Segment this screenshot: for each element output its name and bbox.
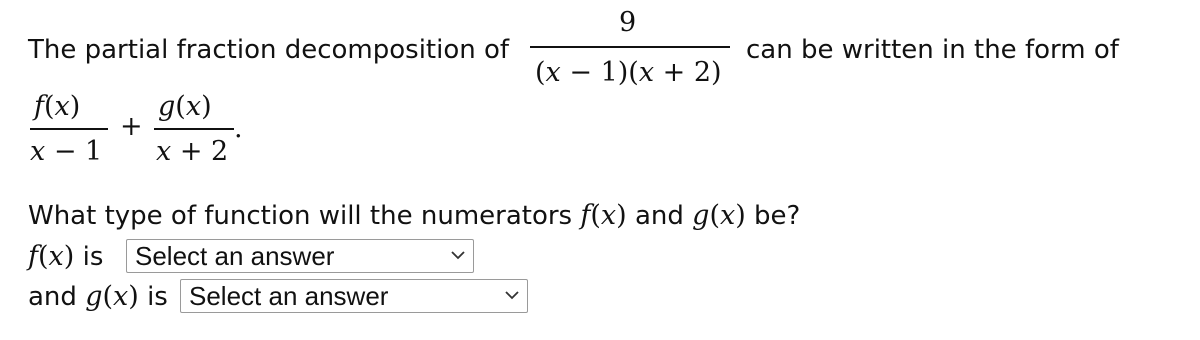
intro-text: The partial fraction decomposition of [28, 35, 510, 65]
prompt-before: What type of function will the numerators [28, 201, 573, 231]
prompt-and: and [634, 201, 684, 231]
f-select-value: Select an answer [135, 241, 335, 271]
term1-bar [30, 128, 108, 130]
period: . [234, 113, 243, 144]
g-answer-label [28, 282, 168, 312]
main-fraction-numerator: 9 [619, 7, 637, 38]
g-of-x: g(x) [692, 200, 746, 231]
term2-numerator: g(x) [158, 91, 212, 122]
g-of-x-label: g(x) [85, 281, 139, 312]
prompt-line [28, 201, 800, 231]
chevron-down-icon [505, 290, 519, 300]
term2-bar [154, 128, 234, 130]
term1-numerator: f(x) [34, 91, 81, 122]
g-is-word: is [147, 282, 168, 312]
f-type-select[interactable] [126, 239, 474, 273]
g-type-select[interactable] [180, 279, 528, 313]
g-and-word: and [28, 282, 77, 312]
f-answer-label [28, 242, 103, 272]
term2-denominator: x + 2 [156, 136, 229, 167]
f-of-x-label: f(x) [28, 241, 75, 272]
main-fraction-bar [530, 46, 730, 48]
g-select-value: Select an answer [189, 281, 389, 311]
f-is-word: is [82, 242, 104, 272]
plus-sign: + [120, 111, 143, 142]
chevron-down-icon [451, 250, 465, 260]
f-of-x: f(x) [580, 200, 627, 231]
form-text: can be written in the form of [746, 35, 1119, 65]
main-fraction-denominator: (x − 1)(x + 2) [535, 57, 722, 88]
prompt-after: be? [754, 201, 801, 231]
term1-denominator: x − 1 [30, 136, 103, 167]
